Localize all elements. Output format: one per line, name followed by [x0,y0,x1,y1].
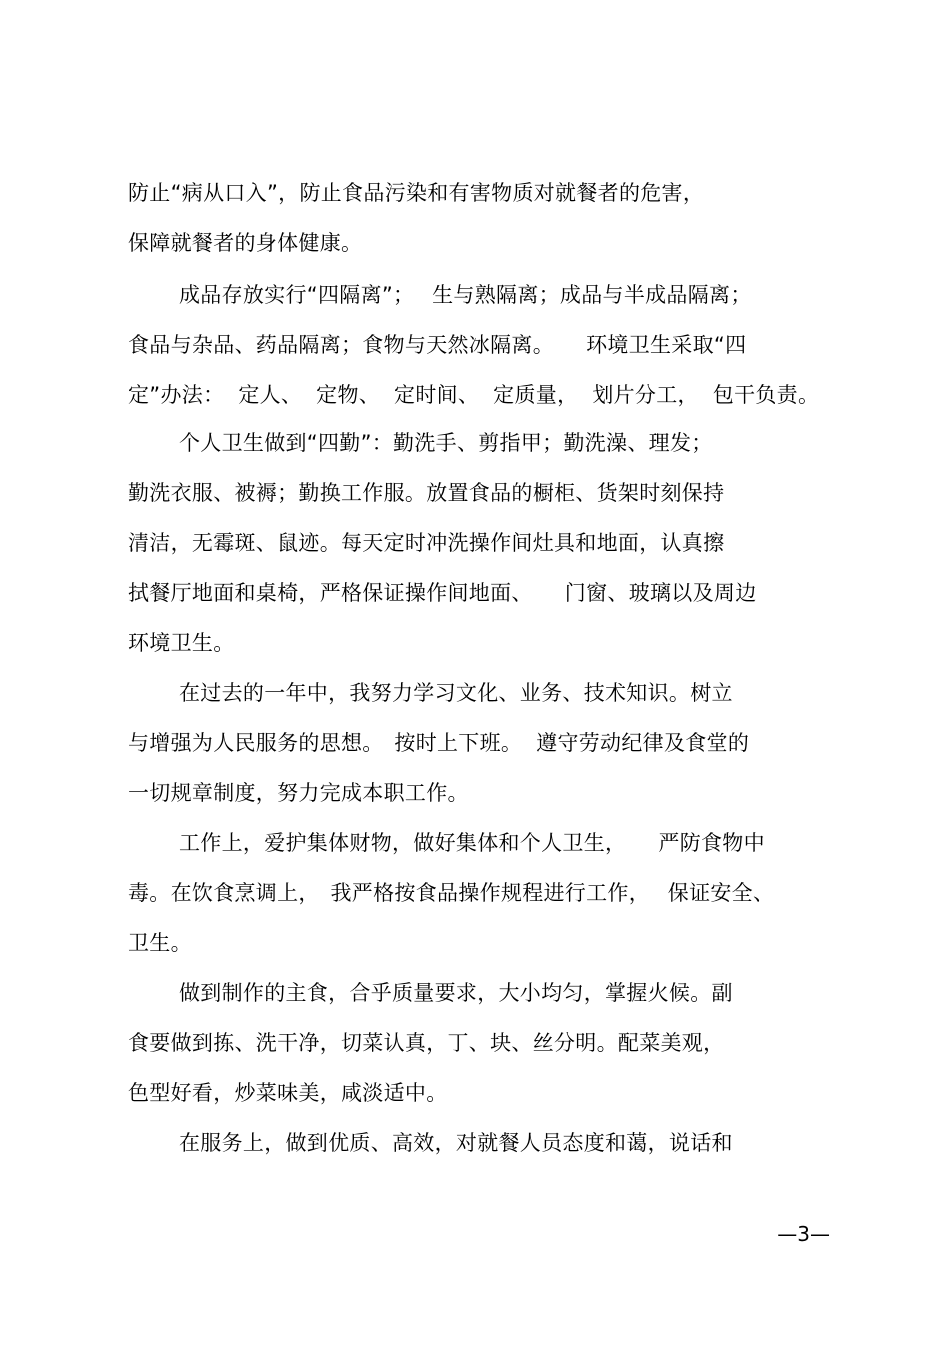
text-line: 色型好看，炒菜味美，咸淡适中。 [128,1081,448,1105]
text-line: 清洁，无霉斑、鼠迹。每天定时冲洗操作间灶具和地面，认真擦 [128,531,725,555]
text-line: 毒。在饮食烹调上， 我严格按食品操作规程进行工作， 保证安全、 [128,881,775,905]
text-line: 环境卫生。 [128,631,235,655]
paragraph-start-line: 个人卫生做到“四勤”：勤洗手、剪指甲；勤洗澡、理发； [179,431,713,455]
text-line: 卫生。 [128,931,192,955]
text-line: 食要做到拣、洗干净，切菜认真，丁、块、丝分明。配菜美观， [128,1031,725,1055]
text-line: 防止“病从口入”，防止食品污染和有害物质对就餐者的危害， [128,181,705,205]
paragraph-start-line: 工作上，爱护集体财物，做好集体和个人卫生， 严防食物中 [179,831,765,855]
text-line: 一切规章制度，努力完成本职工作。 [128,781,469,805]
paragraph-start-line: 做到制作的主食，合乎质量要求，大小均匀，掌握火候。副 [179,981,733,1005]
text-line: 保障就餐者的身体健康。 [128,231,363,255]
text-line: 勤洗衣服、被褥；勤换工作服。放置食品的橱柜、货架时刻保持 [128,481,725,505]
text-line: 食品与杂品、药品隔离；食物与天然冰隔离。 环境卫生采取“四 [128,333,747,357]
paragraph-start-line: 在服务上，做到优质、高效，对就餐人员态度和蔼，说话和 [179,1131,733,1155]
text-line: 拭餐厅地面和桌椅，严格保证操作间地面、 门窗、玻璃以及周边 [128,581,757,605]
paragraph-start-line: 在过去的一年中，我努力学习文化、业务、技术知识。树立 [179,681,733,705]
page-number: —3— [777,1222,830,1246]
paragraph-start-line: 成品存放实行“四隔离”； 生与熟隔离；成品与半成品隔离； [179,283,752,307]
text-line: 与增强为人民服务的思想。 按时上下班。 遵守劳动纪律及食堂的 [128,731,750,755]
text-line: 定”办法： 定人、 定物、 定时间、 定质量， 划片分工， 包干负责。 [128,383,820,407]
